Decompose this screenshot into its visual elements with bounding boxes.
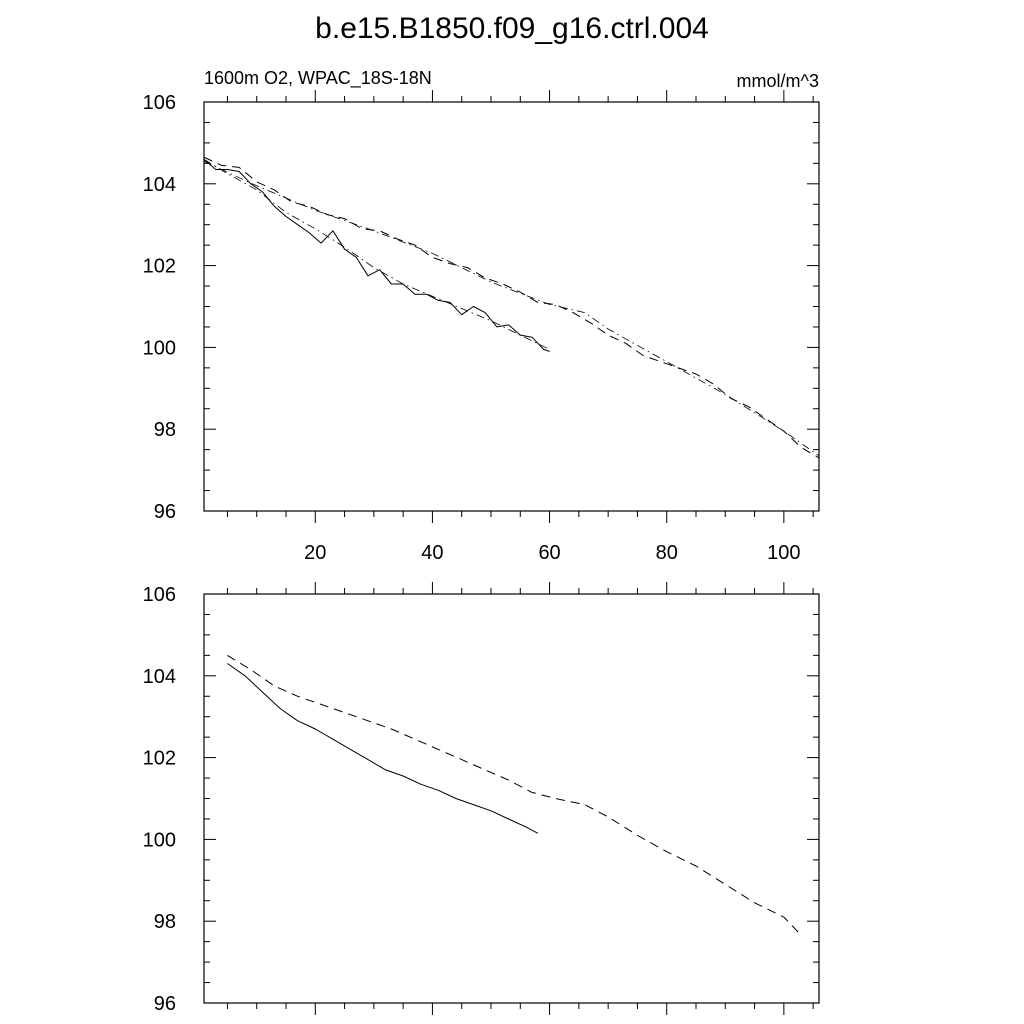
variable-label: 1600m O2, WPAC_18S-18N: [204, 68, 432, 88]
y-tick-label: 106: [142, 92, 176, 114]
x-tick-label: 40: [421, 542, 444, 564]
x-tick-label: 100: [767, 542, 801, 564]
series-line-solid: [227, 664, 538, 834]
y-tick-label: 106: [142, 584, 176, 606]
plot-frame: [204, 102, 819, 511]
y-tick-label: 102: [142, 255, 176, 278]
y-tick-label: 100: [142, 337, 176, 360]
y-tick-label: 96: [153, 993, 176, 1015]
figure-title: b.e15.B1850.f09_g16.ctrl.004: [315, 12, 709, 45]
series-line-dashed: [227, 655, 801, 935]
top-panel: [143, 68, 819, 564]
y-tick-label: 98: [153, 419, 176, 442]
y-tick-label: 96: [153, 501, 176, 523]
y-tick-label: 102: [142, 747, 176, 770]
plot-frame: [204, 594, 819, 1003]
y-tick-label: 104: [142, 665, 176, 688]
series-line-solid: [204, 159, 550, 351]
x-tick-label: 60: [538, 542, 561, 564]
y-tick-label: 98: [153, 911, 176, 934]
series-line-dash-dot: [204, 161, 819, 456]
x-tick-label: 20: [304, 542, 327, 564]
y-tick-label: 100: [142, 829, 176, 852]
bottom-panel: [143, 582, 819, 1015]
units-label: mmol/m^3: [736, 71, 819, 91]
x-tick-label: 80: [655, 542, 678, 564]
y-tick-label: 104: [142, 173, 176, 196]
